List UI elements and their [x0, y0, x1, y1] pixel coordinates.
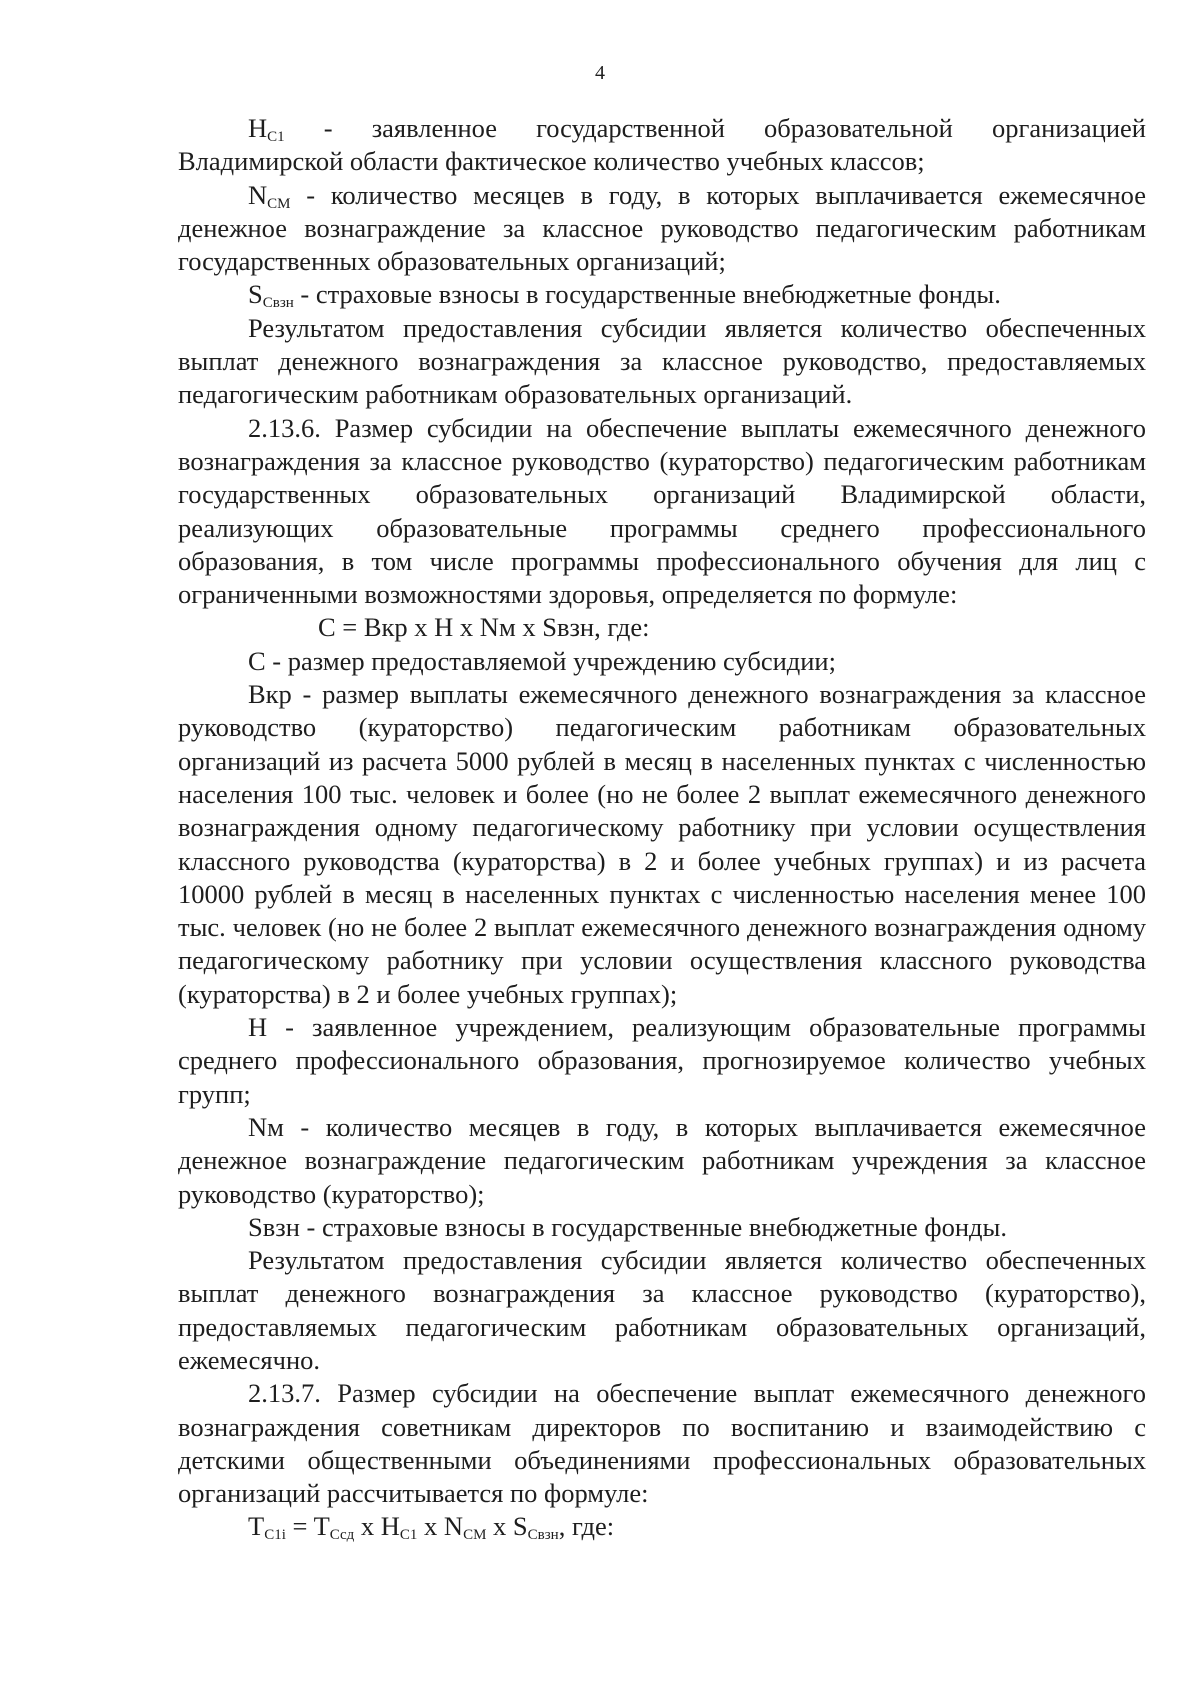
result-paragraph-2: Результатом предоставления субсидии является количество обеспеченных выплат денежного вознаграждения за классное руководство (кураторство), предоставляемых педагогическим работникам образовательных организаций, ежемесячно. — [178, 1245, 1146, 1375]
symbol: S — [248, 279, 263, 310]
operator: = — [285, 1511, 314, 1542]
symbol-subscript: CM — [463, 1527, 487, 1544]
operator: x — [486, 1511, 513, 1542]
result-paragraph-1: Результатом предоставления субсидии является количество обеспеченных выплат денежного вознаграждения за классное руководство, предоставляемых педагогическим работникам образовательных организаций. — [178, 312, 1146, 410]
definition-scvzn — [178, 278, 1146, 311]
symbol: H — [380, 1511, 400, 1542]
section-2-13-7: 2.13.7. Размер субсидии на обеспечение выплат ежемесячного денежного вознаграждения советникам директоров по воспитанию и взаимодействию с детскими общественными объединениями профессиональных образовательных организаций рассчитывается по формуле: — [178, 1378, 1146, 1509]
definition-text: - страховые взносы в государственные внебюджетные фонды. — [293, 279, 1001, 310]
symbol: T — [248, 1511, 265, 1542]
definition-vkr: Вкр - размер выплаты ежемесячного денежного вознаграждения за классное руководство (кураторство) педагогическим работникам образовательных организаций из расчета 5000 рублей в месяц в населенных пунктах с численностью населения 100 тыс. человек и более (но не более 2 выплат ежемесячного денежного вознаграждения одному педагогическому работнику при условии осуществления классного руководства (кураторства) в 2 и более учебных группах) и из расчета 10000 рублей в месяц в населенных пунктах с численностью населения менее 100 тыс. человек (но не более 2 выплат ежемесячного денежного вознаграждения одному педагогическому работнику при условии осуществления классного руководства (кураторства) в 2 и более учебных группах); — [178, 679, 1146, 1009]
symbol-subscript: C1 — [399, 1527, 418, 1544]
symbol: N — [443, 1511, 464, 1542]
definition-svzn: Sвзн - страховые взносы в государственные внебюджетные фонды. — [248, 1211, 1007, 1242]
section-2-13-6: 2.13.6. Размер субсидии на обеспечение выплаты ежемесячного денежного вознаграждения за классное руководство (кураторство) педагогическим работникам государственных образовательных организаций Владимирской области, реализующих образовательные программы среднего профессионального образования, в том числе программы профессионального обучения для лиц с ограниченными возможностями здоровья, определяется по формуле: — [178, 412, 1146, 610]
definition-h: H - заявленное учреждением, реализующим образовательные программы среднего профессионального образования, прогнозируемое количество учебных групп; — [178, 1012, 1146, 1109]
formula-tail: , где: — [558, 1511, 615, 1542]
definition-text: - заявленное государственной образовательной организацией Владимирской области фактическое количество учебных классов; — [178, 113, 1146, 177]
formula-2 — [178, 1510, 1146, 1543]
definition-c: C - размер предоставляемой учреждению субсидии; — [248, 645, 836, 676]
operator: x — [354, 1511, 381, 1542]
symbol-subscript: C1 — [267, 129, 285, 145]
symbol: S — [512, 1511, 528, 1542]
symbol-subscript: CM — [267, 195, 291, 212]
definition-nm: Nм - количество месяцев в году, в которых выплачивается ежемесячное денежное вознаграждение педагогическим работникам учреждения за классное руководство (кураторство); — [178, 1111, 1146, 1209]
operator: x — [417, 1511, 444, 1542]
symbol-subscript: Свзн — [262, 295, 294, 312]
definition-ncm — [178, 179, 1146, 279]
definition-hc1 — [178, 112, 1146, 179]
symbol-subscript: Свзн — [527, 1527, 559, 1544]
symbol: N — [248, 179, 268, 210]
symbol: H — [248, 113, 268, 143]
symbol: T — [313, 1511, 330, 1542]
document-body — [178, 112, 1146, 1544]
formula-1: C = Вкр x H x Nм x Sвзн, где: — [318, 612, 650, 643]
definition-text: - количество месяцев в году, в которых выплачивается ежемесячное денежное вознаграждение за классное руководство педагогическим работникам государственных образовательных организаций; — [178, 179, 1146, 277]
page-number: 4 — [595, 62, 605, 84]
symbol-subscript: Ссд — [329, 1527, 355, 1544]
symbol-subscript: C1i — [264, 1527, 286, 1544]
